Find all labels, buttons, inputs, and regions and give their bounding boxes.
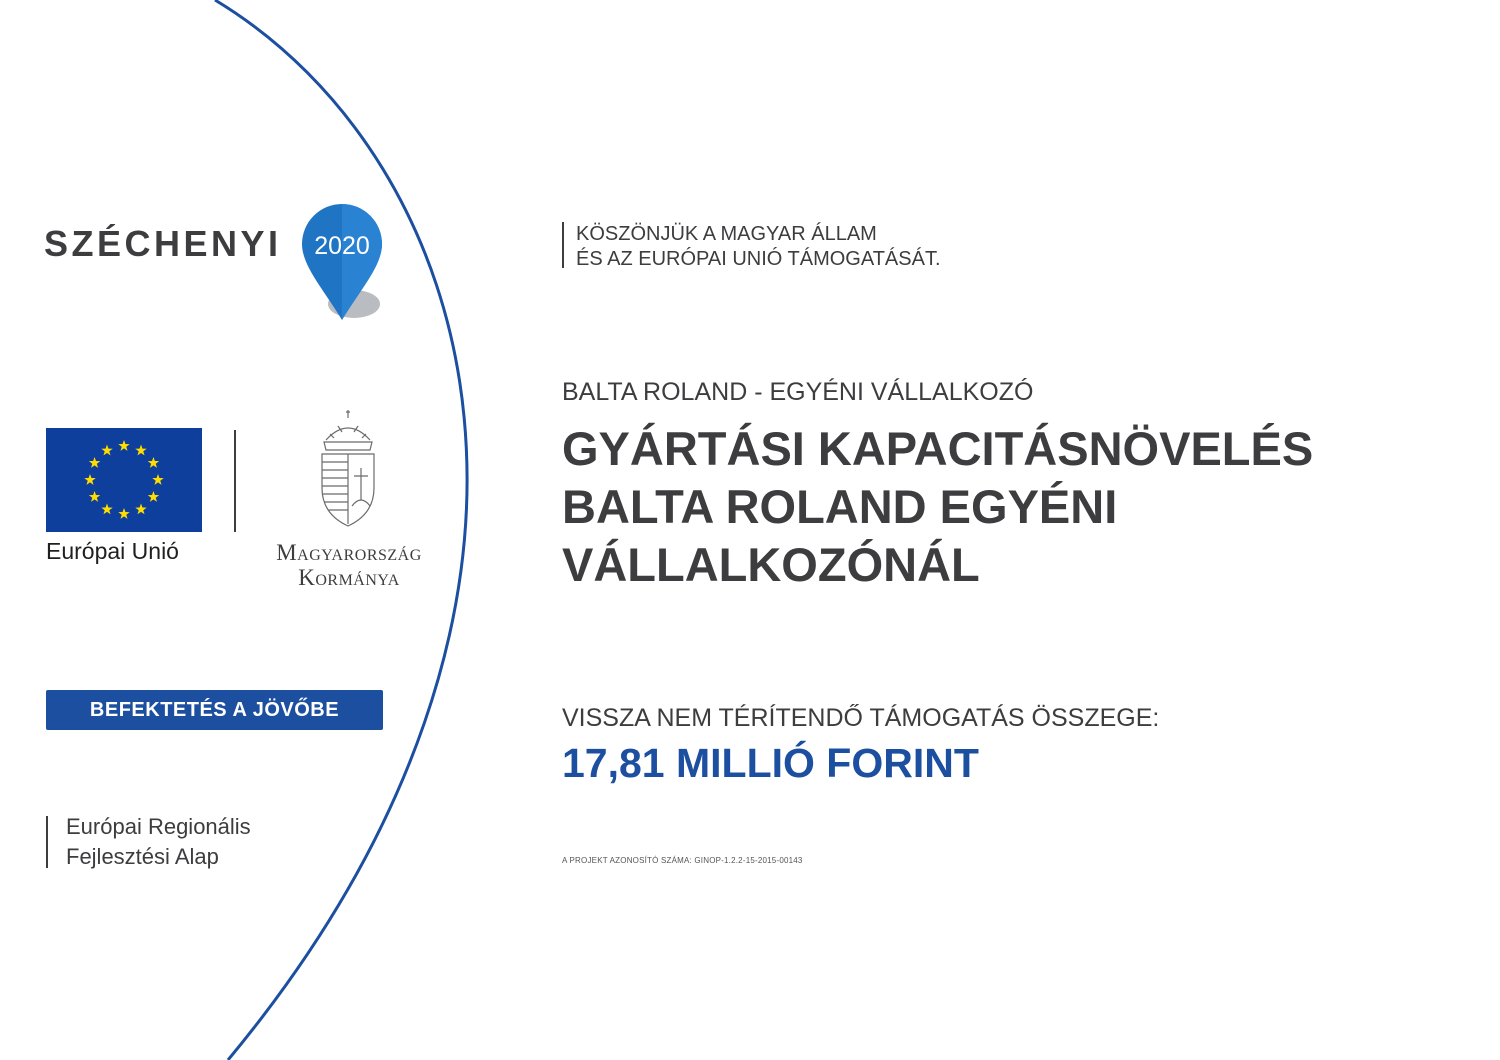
thanks-text [576,222,941,272]
grant-label: VISSZA NEM TÉRÍTENDŐ TÁMOGATÁS ÖSSZEGE: [562,704,1160,732]
project-title-line2: BALTA ROLAND EGYÉNI [562,480,1118,533]
fund-divider [46,816,48,868]
fund-label [66,812,251,872]
beneficiary-name: BALTA ROLAND - EGYÉNI VÁLLALKOZÓ [562,378,1034,406]
szechenyi-pin-icon [300,204,384,324]
project-title-line1: GYÁRTÁSI KAPACITÁSNÖVELÉS [562,422,1314,475]
investment-banner: BEFEKTETÉS A JÖVŐBE [46,690,383,730]
szechenyi-year: 2020 [314,232,370,260]
grant-amount: 17,81 MILLIÓ FORINT [562,740,979,786]
fund-label-line1: Európai Regionális [66,814,251,839]
thanks-line1: KÖSZÖNJÜK A MAGYAR ÁLLAM [576,223,877,245]
government-label-line2: Kormánya [298,565,400,590]
logo-divider [234,430,236,532]
hungarian-crest-icon [316,410,380,530]
eu-flag-icon [46,428,202,532]
szechenyi-wordmark: SZÉCHENYI [44,223,282,264]
project-id: A PROJEKT AZONOSÍTÓ SZÁMA: GINOP-1.2.2-15-2015-00143 [562,856,803,865]
government-label [254,540,444,590]
eu-label: Európai Unió [46,538,179,564]
thanks-line2: ÉS AZ EURÓPAI UNIÓ TÁMOGATÁSÁT. [576,248,941,270]
project-title-line3: VÁLLALKOZÓNÁL [562,538,980,591]
thanks-divider [562,222,564,268]
fund-label-line2: Fejlesztési Alap [66,844,219,869]
project-title [562,420,1462,594]
government-label-line1: Magyarország [276,540,422,565]
